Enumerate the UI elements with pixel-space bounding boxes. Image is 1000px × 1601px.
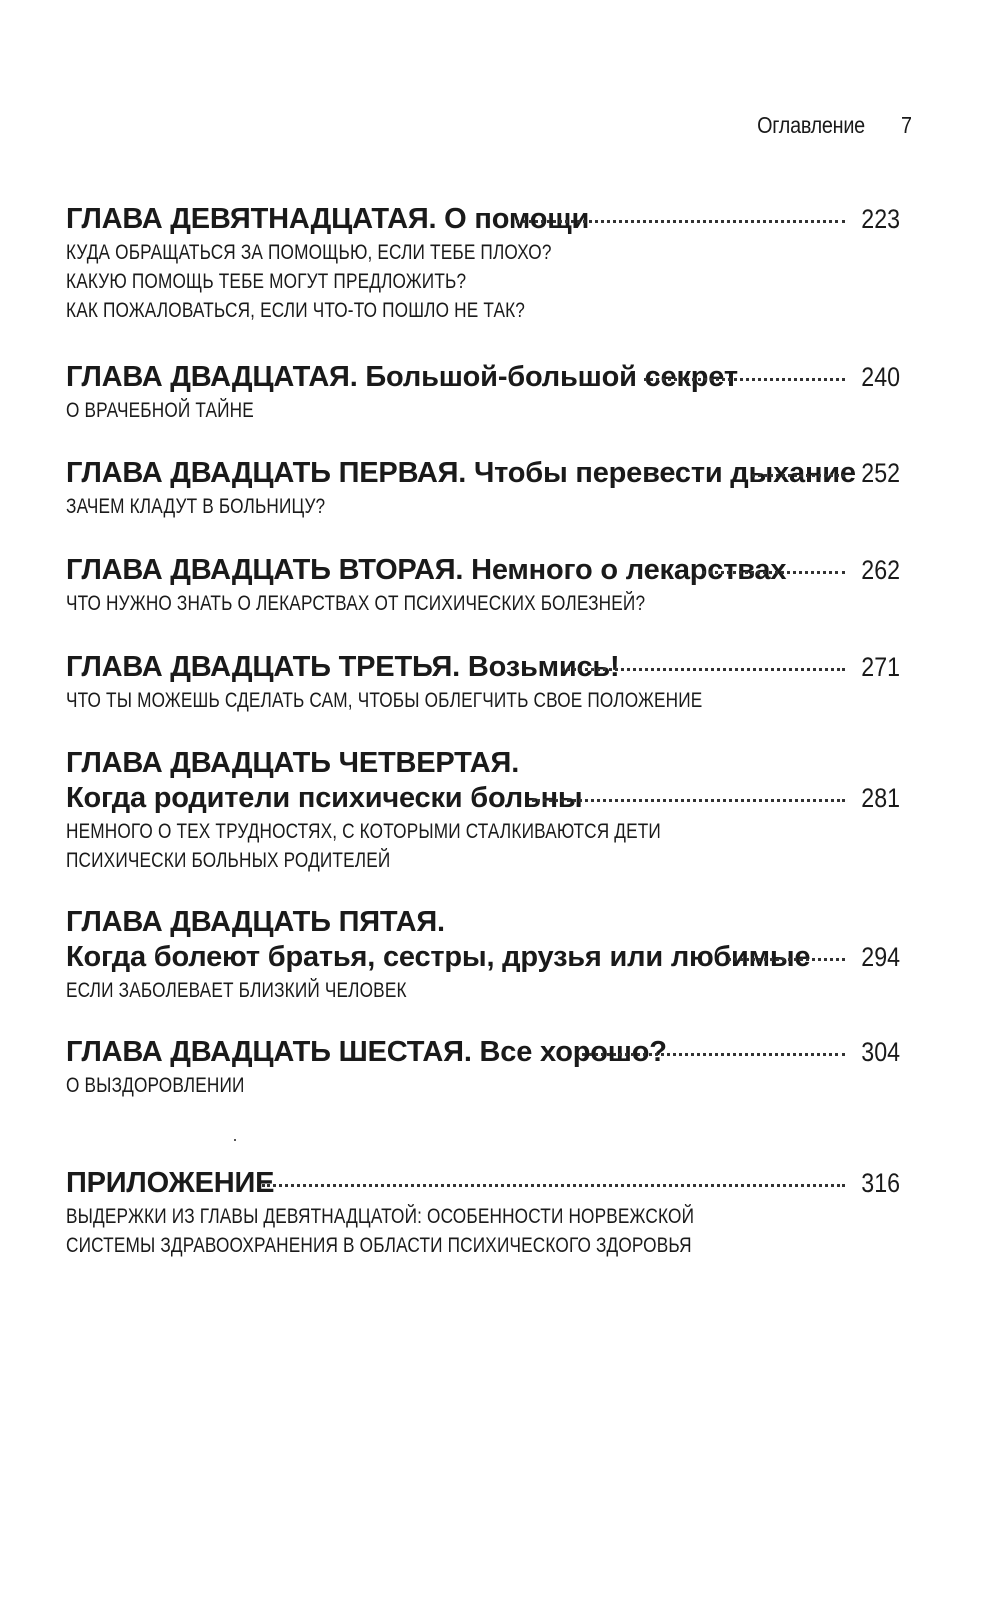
dot-leader: [702, 571, 845, 574]
entry-description: ЧТО ТЫ МОЖЕШЬ СДЕЛАТЬ САМ, ЧТОБЫ ОБЛЕГЧИТЬ СВОЕ ПОЛОЖЕНИЕ: [66, 689, 703, 712]
print-speck: [234, 1139, 236, 1141]
toc-entry[interactable]: [66, 906, 900, 1005]
toc-entry[interactable]: [66, 203, 900, 325]
entry-title[interactable]: ГЛАВА ДЕВЯТНАДЦАТАЯ. О помощи: [66, 203, 590, 235]
dot-leader: [582, 1053, 845, 1056]
entry-description: ЗАЧЕМ КЛАДУТ В БОЛЬНИЦУ?: [66, 495, 326, 518]
toc-entry[interactable]: [66, 747, 900, 875]
dot-leader: [562, 668, 845, 671]
entry-page[interactable]: 271: [861, 652, 900, 682]
entry-title[interactable]: Когда болеют братья, сестры, друзья или любимые: [66, 941, 811, 973]
toc-entry-appendix[interactable]: [66, 1167, 900, 1260]
entry-title[interactable]: ГЛАВА ДВАДЦАТЬ ТРЕТЬЯ. Возьмись!: [66, 651, 620, 683]
entry-description: СИСТЕМЫ ЗДРАВООХРАНЕНИЯ В ОБЛАСТИ ПСИХИЧЕСКОГО ЗДОРОВЬЯ: [66, 1234, 692, 1257]
entry-title[interactable]: ПРИЛОЖЕНИЕ: [66, 1167, 275, 1199]
entry-description: ЕСЛИ ЗАБОЛЕВАЕТ БЛИЗКИЙ ЧЕЛОВЕК: [66, 979, 407, 1002]
entry-description: ВЫДЕРЖКИ ИЗ ГЛАВЫ ДЕВЯТНАДЦАТОЙ: ОСОБЕННОСТИ НОРВЕЖСКОЙ: [66, 1205, 695, 1228]
entry-page[interactable]: 304: [861, 1037, 900, 1067]
entry-description: КУДА ОБРАЩАТЬСЯ ЗА ПОМОЩЬЮ, ЕСЛИ ТЕБЕ ПЛОХО?: [66, 241, 552, 264]
dot-leader: [752, 474, 845, 477]
entry-page[interactable]: 240: [861, 362, 900, 392]
dot-leader: [516, 220, 845, 223]
entry-page[interactable]: 281: [861, 783, 900, 813]
entry-description: О ВРАЧЕБНОЙ ТАЙНЕ: [66, 399, 254, 422]
entry-page[interactable]: 262: [861, 555, 900, 585]
toc-entry[interactable]: [66, 651, 900, 715]
entry-description: ЧТО НУЖНО ЗНАТЬ О ЛЕКАРСТВАХ ОТ ПСИХИЧЕСКИХ БОЛЕЗНЕЙ?: [66, 592, 646, 615]
entry-title[interactable]: ГЛАВА ДВАДЦАТЬ ВТОРАЯ. Немного о лекарствах: [66, 554, 787, 586]
entry-page[interactable]: 223: [861, 204, 900, 234]
section-title: Оглавление: [757, 112, 866, 138]
toc-entry[interactable]: [66, 361, 900, 425]
entry-description: НЕМНОГО О ТЕХ ТРУДНОСТЯХ, С КОТОРЫМИ СТАЛКИВАЮТСЯ ДЕТИ: [66, 820, 661, 843]
entry-page[interactable]: 252: [861, 458, 900, 488]
entry-title-chapter[interactable]: ГЛАВА ДВАДЦАТЬ ЧЕТВЕРТАЯ.: [66, 747, 520, 779]
entry-description: КАКУЮ ПОМОЩЬ ТЕБЕ МОГУТ ПРЕДЛОЖИТЬ?: [66, 270, 467, 293]
entry-title[interactable]: Когда родители психически больны: [66, 782, 583, 814]
entry-title[interactable]: ГЛАВА ДВАДЦАТЬ ПЕРВАЯ. Чтобы перевести дыхание: [66, 457, 856, 489]
toc-entry[interactable]: [66, 554, 900, 618]
running-head: [757, 112, 912, 139]
page-number: 7: [901, 112, 912, 138]
toc-entry[interactable]: [66, 457, 900, 521]
entry-title[interactable]: ГЛАВА ДВАДЦАТЬ ШЕСТАЯ. Все хорошо?: [66, 1036, 667, 1068]
entry-title-chapter[interactable]: ГЛАВА ДВАДЦАТЬ ПЯТАЯ.: [66, 906, 445, 938]
toc-entry[interactable]: [66, 1036, 900, 1100]
entry-page[interactable]: 294: [861, 942, 900, 972]
dot-leader: [644, 378, 845, 381]
entry-title[interactable]: ГЛАВА ДВАДЦАТАЯ. Большой-большой секрет: [66, 361, 738, 393]
dot-leader: [262, 1184, 845, 1187]
dot-leader: [532, 799, 845, 802]
entry-description: О ВЫЗДОРОВЛЕНИИ: [66, 1074, 245, 1097]
dot-leader: [728, 958, 845, 961]
entry-description: КАК ПОЖАЛОВАТЬСЯ, ЕСЛИ ЧТО-ТО ПОШЛО НЕ ТАК?: [66, 299, 526, 322]
entry-description: ПСИХИЧЕСКИ БОЛЬНЫХ РОДИТЕЛЕЙ: [66, 849, 391, 872]
entry-page[interactable]: 316: [861, 1168, 900, 1198]
